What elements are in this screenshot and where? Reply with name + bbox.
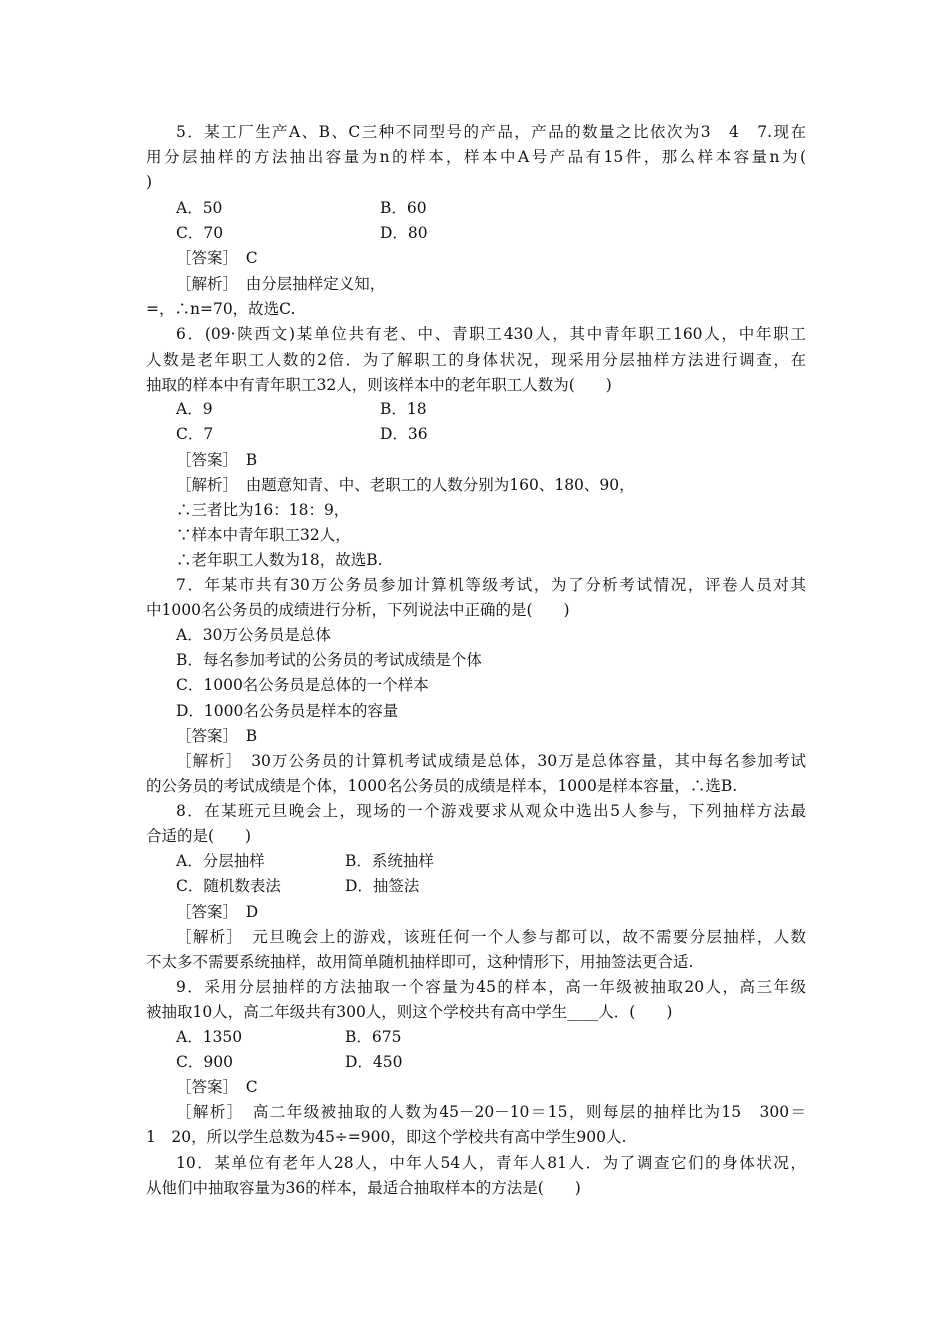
- question-9-option-c: C．900: [176, 1053, 233, 1071]
- question-7-option-a: A．30万公务员是总体: [176, 626, 331, 644]
- question-6-line-2: 人数是老年职工人数的2倍．为了解职工的身体状况，现采用分层抽样方法进行调查，在: [146, 351, 806, 369]
- question-7-analysis-line-1: ［解析］ 30万公务员的计算机考试成绩是总体，30万是总体容量，其中每名参加考试: [176, 752, 806, 770]
- question-5-line-2: 用分层抽样的方法抽出容量为n的样本，样本中A号产品有15件，那么样本容量n为(: [146, 148, 806, 166]
- question-6-option-b: B．18: [380, 400, 427, 418]
- question-6-analysis-line-2: ∴三者比为16：18：9，: [176, 501, 350, 519]
- question-9-analysis-line-1: ［解析］ 高二年级被抽取的人数为45－20－10＝15，则每层的抽样比为15 300＝: [176, 1103, 806, 1121]
- question-7-option-b: B．每名参加考试的公务员的考试成绩是个体: [176, 651, 482, 669]
- question-6-analysis-line-4: ∴老年职工人数为18，故选B.: [176, 551, 383, 569]
- question-6-analysis-line-3: ∵样本中青年职工32人，: [176, 526, 351, 544]
- question-5-line-1: 5．某工厂生产A、B、C三种不同型号的产品，产品的数量之比依次为3 4 7.现在: [176, 123, 806, 141]
- question-8-option-d: D．抽签法: [345, 877, 420, 895]
- question-6-answer: ［答案］ B: [176, 451, 258, 469]
- question-9-line-1: 9．采用分层抽样的方法抽取一个容量为45的样本，高一年级被抽取20人，高三年级: [176, 978, 806, 996]
- question-5-option-b: B．60: [380, 199, 427, 217]
- question-8-analysis-line-2: 不太多不需要系统抽样，故用简单随机抽样即可，这种情形下，用抽签法更合适.: [146, 953, 694, 971]
- question-5-option-d: D．80: [380, 224, 428, 242]
- question-7-answer: ［答案］ B: [176, 727, 258, 745]
- question-6-option-a: A．9: [176, 400, 213, 418]
- question-5-analysis-line-2: =，∴n=70，故选C.: [146, 300, 296, 318]
- question-9-option-b: B．675: [345, 1028, 402, 1046]
- question-6-line-1: 6．(09·陕西文)某单位共有老、中、青职工430人，其中青年职工160人，中年职工: [176, 325, 806, 343]
- question-10-line-2: 从他们中抽取容量为36的样本，最适合抽取样本的方法是( ): [146, 1179, 581, 1197]
- question-8-line-2: 合适的是( ): [146, 827, 252, 845]
- question-5-option-c: C．70: [176, 224, 224, 242]
- question-8-line-1: 8．在某班元旦晚会上，现场的一个游戏要求从观众中选出5人参与，下列抽样方法最: [176, 802, 806, 820]
- question-7-line-1: 7．年某市共有30万公务员参加计算机等级考试，为了分析考试情况，评卷人员对其: [176, 576, 806, 594]
- question-5-analysis-line-1: ［解析］ 由分层抽样定义知，: [176, 275, 386, 293]
- question-6-option-d: D．36: [380, 425, 428, 443]
- question-9-analysis-line-2: 1 20，所以学生总数为45÷=900，即这个学校共有高中学生900人.: [146, 1128, 627, 1146]
- question-6-analysis-line-1: ［解析］ 由题意知青、中、老职工的人数分别为160、180、90，: [176, 476, 635, 494]
- question-8-analysis-line-1: ［解析］ 元旦晚会上的游戏，该班任何一个人参与都可以，故不需要分层抽样，人数: [176, 928, 806, 946]
- question-8-answer: ［答案］ D: [176, 903, 259, 921]
- question-5-option-a: A．50: [176, 199, 223, 217]
- question-7-line-2: 中1000名公务员的成绩进行分析，下列说法中正确的是( ): [146, 601, 570, 619]
- question-8-option-a: A．分层抽样: [176, 852, 265, 870]
- question-7-analysis-line-2: 的公务员的考试成绩是个体，1000名公务员的成绩是样本，1000是样本容量，∴选B.: [146, 777, 738, 795]
- question-6-line-3: 抽取的样本中有青年职工32人，则该样本中的老年职工人数为( ): [146, 376, 612, 394]
- question-10-line-1: 10．某单位有老年人28人，中年人54人，青年人81人．为了调查它们的身体状况，: [176, 1154, 806, 1172]
- question-9-option-d: D．450: [345, 1053, 403, 1071]
- question-5-answer: ［答案］ C: [176, 249, 258, 267]
- question-8-option-c: C．随机数表法: [176, 877, 281, 895]
- question-9-option-a: A．1350: [176, 1028, 243, 1046]
- question-6-option-c: C．7: [176, 425, 214, 443]
- question-8-option-b: B．系统抽样: [345, 852, 434, 870]
- question-5-line-3: ): [146, 173, 153, 191]
- question-9-answer: ［答案］ C: [176, 1078, 258, 1096]
- question-7-option-d: D．1000名公务员是样本的容量: [176, 702, 399, 720]
- question-9-line-2: 被抽取10人，高二年级共有300人，则这个学校共有高中学生____人．( ): [146, 1003, 673, 1021]
- question-7-option-c: C．1000名公务员是总体的一个样本: [176, 676, 429, 694]
